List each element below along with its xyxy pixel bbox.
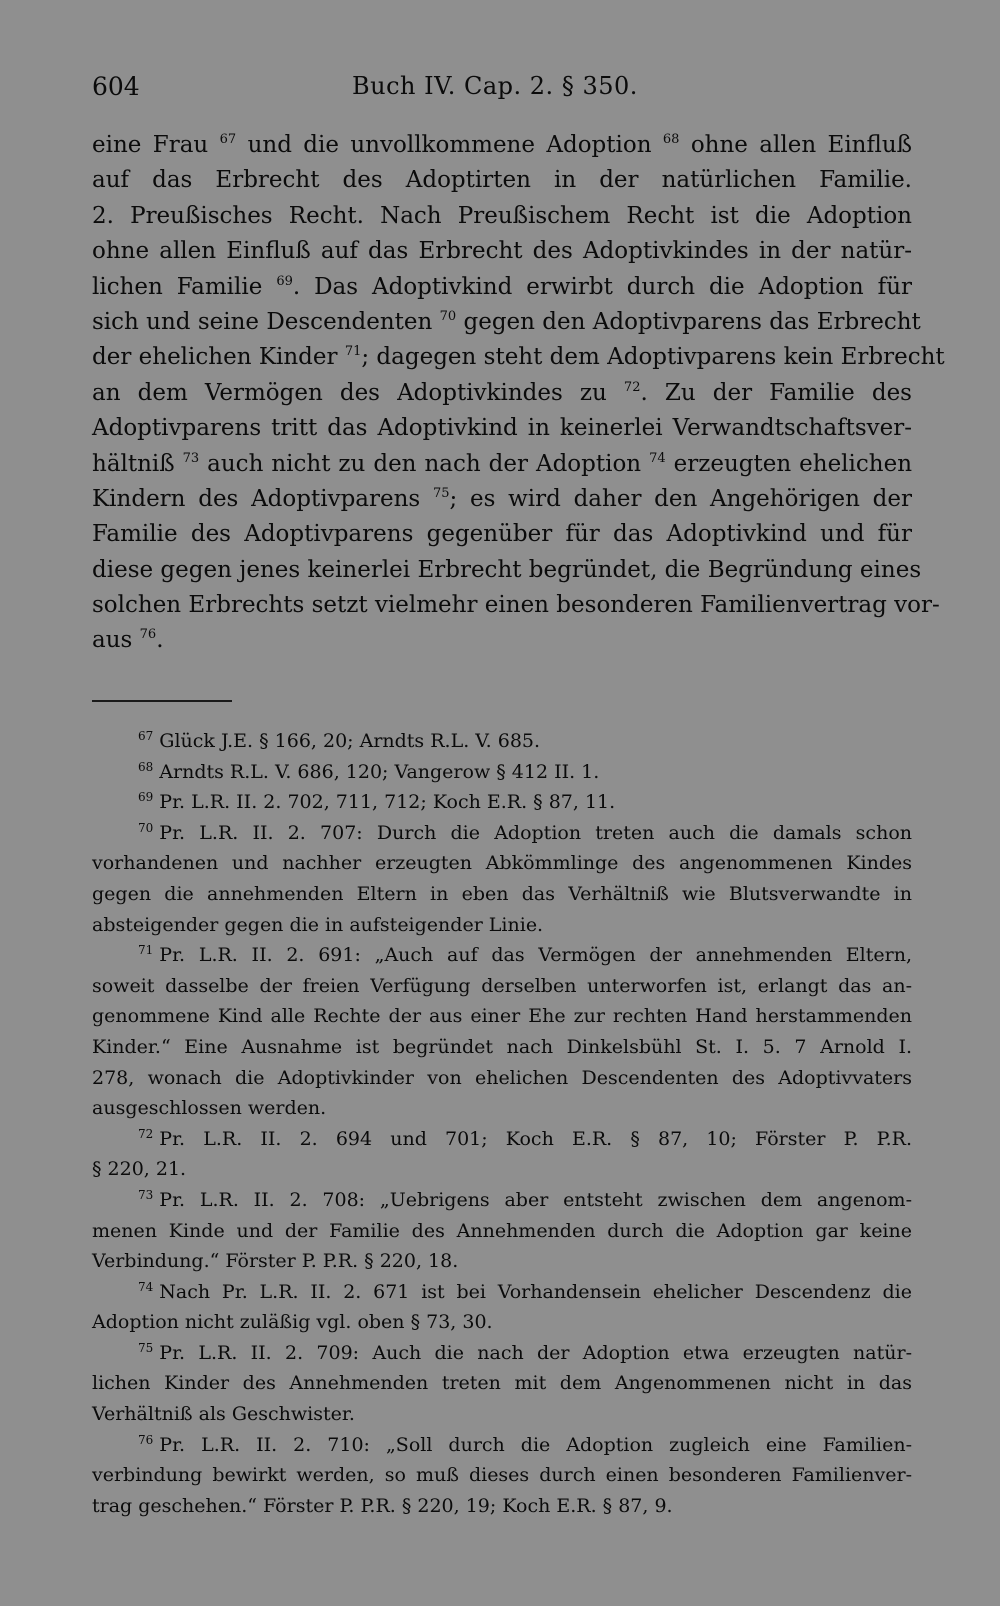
footnote-text: Adoption nicht zuläßig vgl. oben § 73, 30. [92,1311,493,1334]
footnote-line [92,1460,912,1491]
footnote-line [92,971,912,1002]
body-line [92,447,912,482]
footnote-text: Pr. L.R. II. 2. 694 und 701; Koch E.R. § 87, 10; Förster P. P.R. [159,1127,912,1150]
footnote-text: Pr. L.R. II. 2. 702, 711, 712; Koch E.R. § 87, 11. [159,791,616,814]
page-header [92,68,912,108]
footnote-number: 75 [138,1340,154,1355]
body-line [92,128,912,163]
footnote-text: 278, wonach die Adoptivkinder von ehelichen Descendenten des Adoptivvaters [92,1066,912,1089]
footnote-line [92,1063,912,1094]
footnote-line [92,1430,912,1461]
footnote-number: 74 [138,1279,154,1294]
body-line [92,163,912,198]
footnote-line [92,879,912,910]
footnote-text: Glück J.E. § 166, 20; Arndts R.L. V. 685. [159,730,541,752]
footnote-text: Nach Pr. L.R. II. 2. 671 ist bei Vorhandensein ehelicher Descendenz die [159,1280,912,1303]
footnote-marker: 69 [276,273,293,289]
running-head: Buch IV. Cap. 2. § 350. [352,72,638,100]
body-text: diese gegen jenes keinerlei Erbrecht begründet, die Begründung eines [92,556,922,583]
footnote-line [92,787,912,818]
body-text: und die unvollkommene Adoption [236,132,663,158]
body-text: Adoptivparens tritt das Adoptivkind in keinerlei Verwandtschaftsver- [92,415,912,442]
footnote-text: ausgeschlossen werden. [92,1097,327,1120]
footnote-text: trag geschehen.“ Förster P. P.R. § 220, 19; Koch E.R. § 87, 9. [92,1494,673,1517]
body-text: eine Frau [92,132,220,158]
footnote-text: lichen Kinder des Annehmenden treten mit dem Angenommenen nicht in das [92,1372,912,1395]
body-text: sich und seine Descendenten [92,308,440,335]
footnote-text: menen Kinde und der Familie des Annehmenden durch die Adoption gar keine [92,1219,912,1242]
footnote-marker: 73 [182,450,200,466]
footnote-line [92,726,912,757]
body-line [92,376,912,411]
body-line [92,411,912,446]
body-line [92,588,940,623]
footnote-number: 67 [138,729,154,743]
body-text: auf das Erbrecht des Adoptirten in der natürlichen Familie. [92,167,912,194]
footnote-text: § 220, 21. [92,1158,187,1181]
footnote-text: Verbindung.“ Förster P. P.R. § 220, 18. [92,1250,459,1273]
footnote-line [92,1338,912,1369]
body-text: an dem Vermögen des Adoptivkindes zu [92,379,624,406]
footnote-line [92,1216,912,1247]
footnote-number: 70 [138,820,154,835]
footnote-text: Arndts R.L. V. 686, 120; Vangerow § 412 II. 1. [159,760,600,783]
footnote-text: gegen die annehmenden Eltern in eben das Verhältniß wie Blutsverwandte in [92,882,912,905]
footnote-text: Pr. L.R. II. 2. 707: Durch die Adoption treten auch die damals schon [159,821,912,844]
body-line [92,517,912,552]
body-text: Kindern des Adoptivparens [92,485,433,512]
body-text: ; es wird daher den Angehörigen der [449,485,912,512]
footnote-rule [92,700,232,702]
body-text: aus [92,627,140,654]
footnote-line [92,1001,912,1032]
footnote-line [92,1032,912,1063]
footnote-text: genommene Kind alle Rechte der aus einer Ehe zur rechten Hand herstammenden [92,1005,912,1028]
footnote-text: vorhandenen und nachher erzeugten Abkömmlinge des angenommenen Kindes [92,852,912,875]
footnote-text: Pr. L.R. II. 2. 691: „Auch auf das Vermögen der annehmenden Eltern, [159,944,912,967]
footnote-marker: 74 [649,450,666,466]
footnote-marker: 72 [623,379,641,395]
body-text: ohne allen Einfluß auf das Erbrecht des Adoptivkindes in der natür- [92,238,912,265]
body-text: erzeugten ehelichen [665,450,913,477]
footnote-text: soweit dasselbe der freien Verfügung derselben unterworfen ist, erlangt das an- [92,974,912,997]
footnote-number: 72 [138,1126,154,1141]
footnote-line [92,1368,912,1399]
footnote-marker: 67 [219,132,237,147]
body-line [92,305,921,340]
footnote-text: Kinder.“ Eine Ausnahme ist begründet nach Dinkelsbühl St. I. 5. 7 Arnold I. [92,1035,912,1058]
footnotes [92,726,912,1521]
body-line [92,482,912,517]
body-line [92,234,912,269]
footnote-line [92,1124,912,1155]
footnote-marker: 75 [432,485,450,501]
footnote-line [92,1093,912,1124]
body-line [92,623,912,658]
body-text: hältniß [92,450,183,477]
footnote-line [92,1399,912,1430]
footnote-number: 73 [138,1187,154,1202]
footnote-line [92,1185,912,1216]
footnote-line [92,1277,912,1308]
main-text [92,128,945,659]
footnote-line [92,1491,912,1522]
footnote-line [92,1246,912,1277]
body-text: . Zu der Familie des [640,379,912,406]
footnote-marker: 70 [439,308,457,324]
footnote-line [92,757,912,788]
footnote-line [92,910,912,941]
body-text: auch nicht zu den nach der Adoption [199,450,650,477]
footnote-number: 76 [138,1432,154,1447]
footnote-text: Pr. L.R. II. 2. 710: „Soll durch die Adoption zugleich eine Familien- [159,1433,912,1456]
body-text: 2. Preußisches Recht. Nach Preußischem Recht ist die Adoption [92,202,912,229]
footnote-marker: 76 [139,627,157,643]
body-text: . Das Adoptivkind erwirbt durch die Adoption für [292,273,912,300]
body-text: lichen Familie [92,273,277,300]
body-text: ; dagegen steht dem Adoptivparens kein Erbrecht [361,344,945,371]
footnote-line [92,940,912,971]
footnote-line [92,848,912,879]
footnote-line [92,1307,912,1338]
body-text: gegen den Adoptivparens das Erbrecht [456,308,921,335]
footnote-text: Pr. L.R. II. 2. 709: Auch die nach der Adoption etwa erzeugten natür- [159,1341,912,1364]
footnote-text: Verhältniß als Geschwister. [92,1403,355,1426]
footnote-number: 71 [138,943,154,958]
footnote-line [92,818,912,849]
body-text: ohne allen Einfluß [679,132,913,158]
footnote-marker: 68 [662,132,680,147]
body-line [92,199,912,234]
body-text: . [156,627,164,654]
body-line [92,553,922,588]
footnote-number: 69 [138,790,154,805]
footnote-text: Pr. L.R. II. 2. 708: „Uebrigens aber entsteht zwischen dem angenom- [159,1188,912,1211]
page-number: 604 [92,72,140,101]
footnote-text: absteigender gegen die in aufsteigender Linie. [92,913,544,936]
footnote-text: verbindung bewirkt werden, so muß dieses durch einen besonderen Familienver- [92,1464,912,1487]
body-line [92,270,912,305]
body-text: der ehelichen Kinder [92,344,345,371]
footnote-number: 68 [138,759,154,774]
body-line [92,340,945,375]
footnote-line [92,1154,912,1185]
body-text: Familie des Adoptivparens gegenüber für das Adoptivkind und für [92,521,912,548]
body-text: solchen Erbrechts setzt vielmehr einen besonderen Familienvertrag vor- [92,592,940,619]
footnote-marker: 71 [344,344,362,360]
